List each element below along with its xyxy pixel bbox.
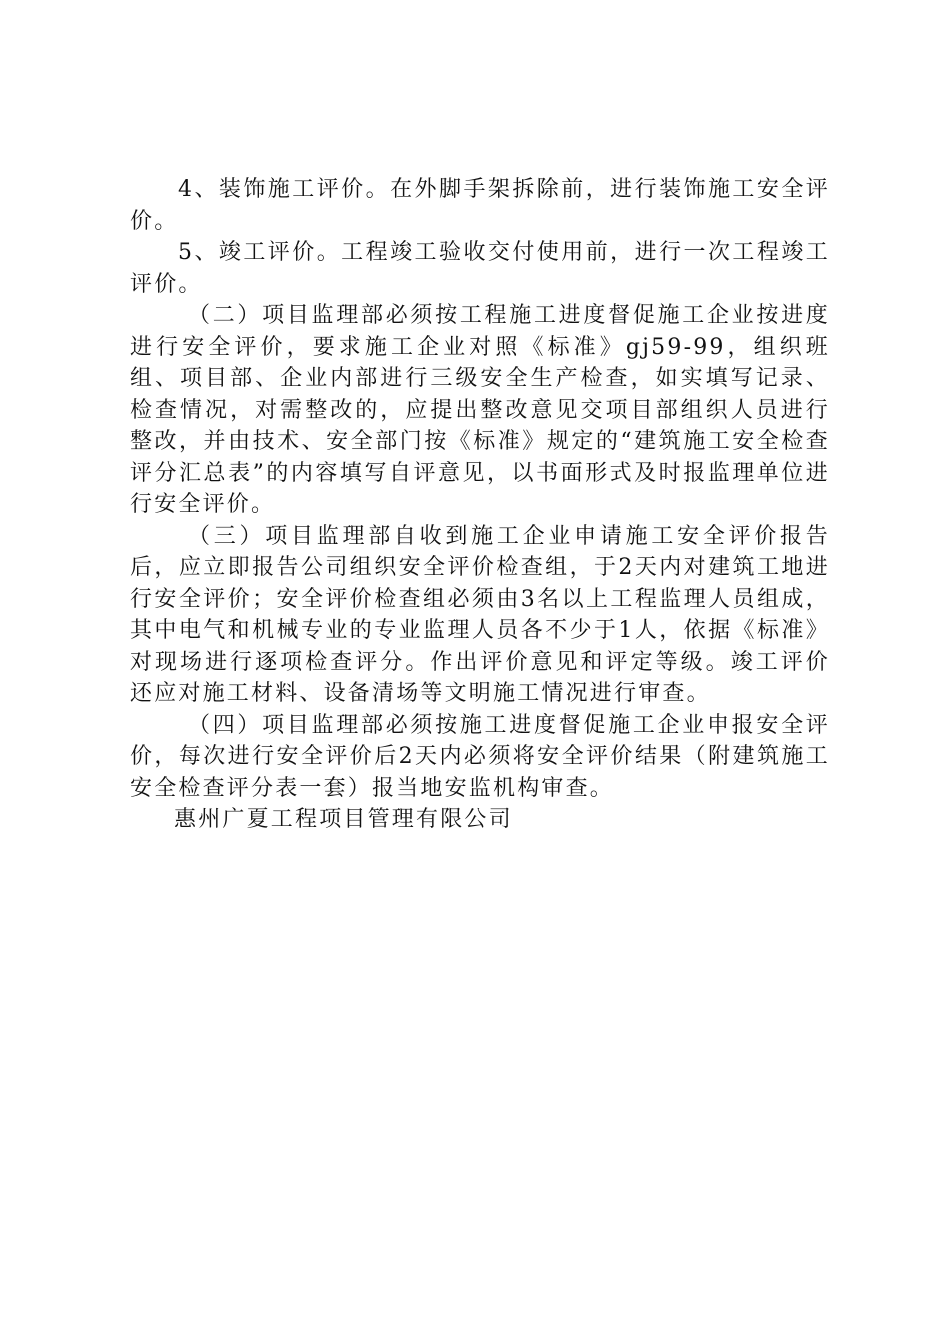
paragraph-section-two: （二）项目监理部必须按工程施工进度督促施工企业按进度进行安全评价，要求施工企业对照《标准》gj59-99，组织班组、项目部、企业内部进行三级安全生产检查，如实填写记录、检查情况，对需整改的，应提出整改意见交项目部组织人员进行整改，并由技术、安全部门按《标准》规定的“建筑施工安全检查评分汇总表”的内容填写自评意见，以书面形式及时报监理单位进行安全评价。 xyxy=(130,303,830,517)
paragraph-section-four: （四）项目监理部必须按施工进度督促施工企业申报安全评价，每次进行安全评价后2天内必须将安全评价结果（附建筑施工安全检查评分表一套）报当地安监机构审查。 xyxy=(130,712,830,801)
paragraph-completion-evaluation: 5、竣工评价。工程竣工验收交付使用前，进行一次工程竣工评价。 xyxy=(130,240,830,297)
company-signature: 惠州广夏工程项目管理有限公司 xyxy=(174,807,513,832)
paragraph-decoration-evaluation: 4、装饰施工评价。在外脚手架拆除前，进行装饰施工安全评价。 xyxy=(130,177,830,234)
paragraph-section-three: （三）项目监理部自收到施工企业申请施工安全评价报告后，应立即报告公司组织安全评价检查组，于2天内对建筑工地进行安全评价；安全评价检查组必须由3名以上工程监理人员组成，其中电气和机械专业的专业监理人员各不少于1人，依据《标准》对现场进行逐项检查评分。作出评价意见和评定等级。竣工评价还应对施工材料、设备清场等文明施工情况进行审查。 xyxy=(130,523,830,706)
document-body xyxy=(130,174,830,836)
